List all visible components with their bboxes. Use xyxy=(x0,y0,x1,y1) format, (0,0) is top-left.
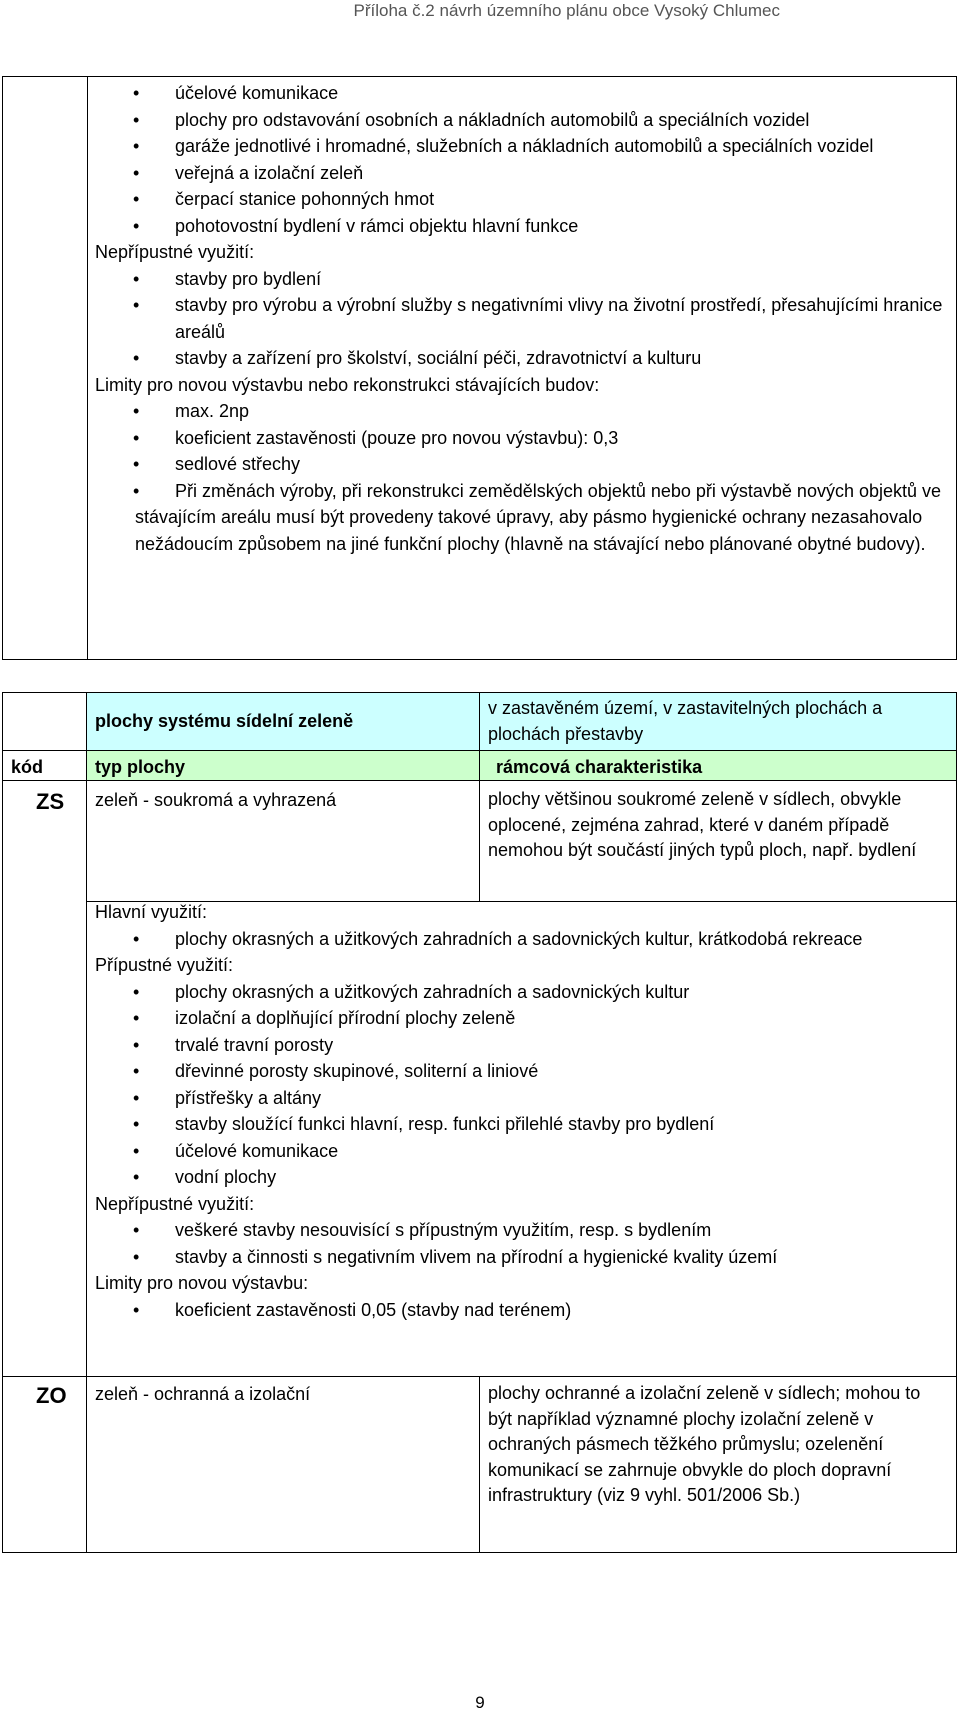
forbidden-uses-list xyxy=(95,1217,945,1270)
list-item: • izolační a doplňující přírodní plochy zeleně xyxy=(95,1005,945,1032)
list-item: • max. 2np xyxy=(95,398,950,425)
bullet: • xyxy=(133,480,140,501)
green-areas-table xyxy=(2,692,957,1553)
list-item: • plochy okrasných a užitkových zahradních a sadovnických kultur xyxy=(95,979,945,1006)
list-item: • plochy pro odstavování osobních a nákladních automobilů a speciálních vozidel xyxy=(95,107,950,134)
list-item: • koeficient zastavěnosti 0,05 (stavby nad terénem) xyxy=(95,1297,945,1324)
limits-list xyxy=(95,1297,945,1324)
grid-line xyxy=(479,901,956,902)
list-item: • pohotovostní bydlení v rámci objektu hlavní funkce xyxy=(95,213,950,240)
col-header-type: typ plochy xyxy=(95,757,186,777)
list-item: • garáže jednotlivé i hromadné, služebních a nákladních automobilů a speciálních vozidel xyxy=(95,133,950,160)
list-item: • stavby pro bydlení xyxy=(95,266,950,293)
grid-line xyxy=(479,693,480,901)
allowed-use-label: Přípustné využití: xyxy=(95,955,234,975)
list-item: • koeficient zastavěnosti (pouze pro novou výstavbu): 0,3 xyxy=(95,425,950,452)
forbidden-uses-list xyxy=(95,266,950,372)
list-item: • stavby a činnosti s negativním vlivem na přírodní a hygienické kvality území xyxy=(95,1244,945,1271)
document-header: Příloha č.2 návrh územního plánu obce Vysoký Chlumec xyxy=(353,1,780,20)
list-item: • přístřešky a altány xyxy=(95,1085,945,1112)
list-item: • veškeré stavby nesouvisící s přípustným využitím, resp. s bydlením xyxy=(95,1217,945,1244)
list-item: • dřevinné porosty skupinové, soliterní a liniové xyxy=(95,1058,945,1085)
grid-line xyxy=(479,1376,480,1552)
list-item: • sedlové střechy xyxy=(95,451,950,478)
list-item: • účelové komunikace xyxy=(95,1138,945,1165)
list-item: • stavby a zařízení pro školství, sociální péči, zdravotnictví a kulturu xyxy=(95,345,950,372)
list-item: • veřejná a izolační zeleň xyxy=(95,160,950,187)
limits-list xyxy=(95,398,950,478)
col-header-characteristic: rámcová charakteristika xyxy=(496,757,703,777)
page-number: 9 xyxy=(475,1693,485,1712)
grid-line xyxy=(86,901,480,902)
list-item: • čerpací stanice pohonných hmot xyxy=(95,186,950,213)
grid-line xyxy=(3,750,956,751)
grid-line xyxy=(3,1376,956,1377)
land-use-table-continued xyxy=(2,76,957,660)
limits-label: Limity pro novou výstavbu nebo rekonstrukci stávajících budov: xyxy=(95,374,600,395)
list-item: • trvalé travní porosty xyxy=(95,1032,945,1059)
zs-type: zeleň - soukromá a vyhrazená xyxy=(95,790,337,810)
main-uses-list xyxy=(95,926,945,953)
regulation-text xyxy=(95,80,950,557)
list-item: • stavby pro výrobu a výrobní služby s negativními vlivy na životní prostředí, přesahujícími hranice areálů xyxy=(95,292,950,345)
limits-paragraph: Při změnách výroby, při rekonstrukci zemědělských objektů nebo při výstavbě nových objektů ve stávajícím areálu musí být provedeny takové úpravy, aby pásmo hygienické ochrany nezasahovalo nežádoucím způsobem na jiné funkční plochy (hlavně na stávající nebo plánované obytné budovy). xyxy=(135,480,942,554)
list-item: • plochy okrasných a užitkových zahradních a sadovnických kultur, krátkodobá rekreace xyxy=(95,926,945,953)
table-title: plochy systému sídelní zeleně xyxy=(95,711,354,731)
allowed-uses-list xyxy=(95,979,945,1191)
limits-label: Limity pro novou výstavbu: xyxy=(95,1273,309,1293)
list-item: • účelové komunikace xyxy=(95,80,950,107)
zs-regulations xyxy=(95,899,945,1323)
allowed-uses-list xyxy=(95,80,950,239)
forbidden-use-label: Nepřípustné využití: xyxy=(95,1193,255,1214)
zo-code: ZO xyxy=(36,1383,67,1408)
grid-line xyxy=(86,693,87,1552)
zo-characteristic: plochy ochranné a izolační zeleně v sídlech; mohou to být například významné plochy izolační zeleně v ochraných pásmech těžkého průmyslu; ozelenění komunikací se zahrnuje obvykle do ploch dopravní infrastruktury (viz 9 vyhl. 501/2006 Sb.) xyxy=(488,1383,921,1505)
scope-cell xyxy=(480,693,956,750)
col-header-code: kód xyxy=(11,757,44,777)
scope-text: v zastavěném území, v zastavitelných plochách a plochách přestavby xyxy=(488,698,883,744)
code-column xyxy=(3,77,88,659)
title-cell xyxy=(87,693,479,750)
zo-type: zeleň - ochranná a izolační xyxy=(95,1384,311,1404)
forbidden-use-label: Nepřípustné využití: xyxy=(95,242,255,262)
grid-line xyxy=(3,780,956,781)
zs-characteristic: plochy většinou soukromé zeleně v sídlech, obvykle oplocené, zejména zahrad, které v daném případě nemohou být součástí jiných typů ploch, např. bydlení xyxy=(488,789,917,860)
list-item: • vodní plochy xyxy=(95,1164,945,1191)
list-item: • stavby sloužící funkci hlavní, resp. funkci přilehlé stavby pro bydlení xyxy=(95,1111,945,1138)
zs-code: ZS xyxy=(36,789,65,814)
main-use-label: Hlavní využití: xyxy=(95,902,208,922)
